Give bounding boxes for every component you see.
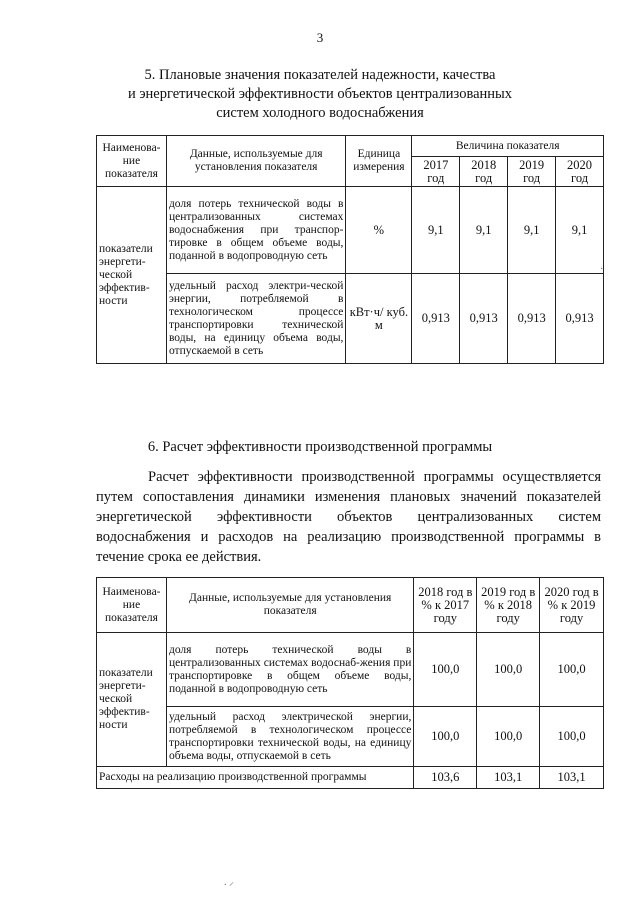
row-value: 9,1 — [412, 187, 460, 274]
row-value: 0,913 — [508, 274, 556, 364]
scan-mark: · — [600, 264, 604, 275]
section5-title-line-2: и энергетической эффективности объектов централизованных — [127, 86, 513, 102]
header-period: 2018 год в % к 2017 году — [414, 578, 477, 633]
header-year: 2020 год — [556, 157, 604, 187]
row-value: 0,913 — [460, 274, 508, 364]
header-period: 2019 год в % к 2018 году — [477, 578, 540, 633]
efficiency-table — [96, 577, 604, 789]
row-unit: кВт·ч/ куб. м — [346, 274, 412, 364]
header-data-used: Данные, используемые для установления показателя — [166, 136, 345, 187]
row-value: 9,1 — [556, 187, 604, 274]
header-value-group: Величина показателя — [412, 136, 604, 157]
row-value: 100,0 — [540, 633, 604, 707]
row-description: удельный расход электрической энергии, потребляемой в технологическом процессе транспортировки технической воды, на единицу объема воды, отпускаемой в сеть — [166, 707, 413, 767]
scan-mark: . ⸝ — [224, 877, 234, 888]
header-indicator-name: Наименова-ние показателя — [97, 136, 167, 187]
row-unit: % — [346, 187, 412, 274]
page-number: 3 — [316, 30, 324, 45]
expense-value: 103,6 — [414, 767, 477, 789]
row-value: 9,1 — [508, 187, 556, 274]
indicators-table — [96, 135, 604, 364]
header-year: 2017 год — [412, 157, 460, 187]
section6-paragraph: Расчет эффективности производственной программы осуществляется путем сопоставления динамики изменения плановых значений показателей энергетической эффективности объектов централизованных систем водоснабжения и расходов на реализацию производственной программы в течение срока ее действия. — [96, 469, 601, 565]
header-indicator-name: Наименова-ние показателя — [97, 578, 167, 633]
group-label: показатели энергети-ческой эффектив-ности — [97, 187, 167, 364]
expense-label: Расходы на реализацию производственной программы — [97, 767, 414, 789]
table-row — [97, 187, 604, 274]
header-year: 2019 год — [508, 157, 556, 187]
row-value: 0,913 — [556, 274, 604, 364]
expense-value: 103,1 — [477, 767, 540, 789]
table-row — [97, 767, 604, 789]
row-description: удельный расход электри-ческой энергии, потребляемой в технологическом процессе транспортировки технической воды, на единицу объема воды, отпускаемой в сеть — [166, 274, 345, 364]
header-unit: Единица измерения — [346, 136, 412, 187]
group-label: показатели энергети-ческой эффектив-ности — [97, 633, 167, 767]
section5-title-line-1: 5. Плановые значения показателей надежности, качества — [144, 67, 496, 83]
table-row — [97, 633, 604, 707]
header-data-used: Данные, используемые для установления показателя — [166, 578, 413, 633]
row-description: доля потерь технической воды в централизованных системах водоснаб-жения при транспортировке в общем объеме воды, поданной в водопроводную сеть — [166, 633, 413, 707]
section6-title: 6. Расчет эффективности производственной программы — [147, 439, 493, 455]
row-description: доля потерь технической воды в централизованных системах водоснабжения при транспор-тировке в общем объеме воды, поданной в водопроводную сеть — [166, 187, 345, 274]
header-year: 2018 год — [460, 157, 508, 187]
table-row — [97, 707, 604, 767]
row-value: 100,0 — [414, 707, 477, 767]
table-row — [97, 274, 604, 364]
row-value: 100,0 — [414, 633, 477, 707]
row-value: 100,0 — [540, 707, 604, 767]
header-period: 2020 год в % к 2019 году — [540, 578, 604, 633]
row-value: 100,0 — [477, 633, 540, 707]
row-value: 9,1 — [460, 187, 508, 274]
row-value: 0,913 — [412, 274, 460, 364]
row-value: 100,0 — [477, 707, 540, 767]
expense-value: 103,1 — [540, 767, 604, 789]
section5-title-line-3: систем холодного водоснабжения — [216, 105, 424, 121]
